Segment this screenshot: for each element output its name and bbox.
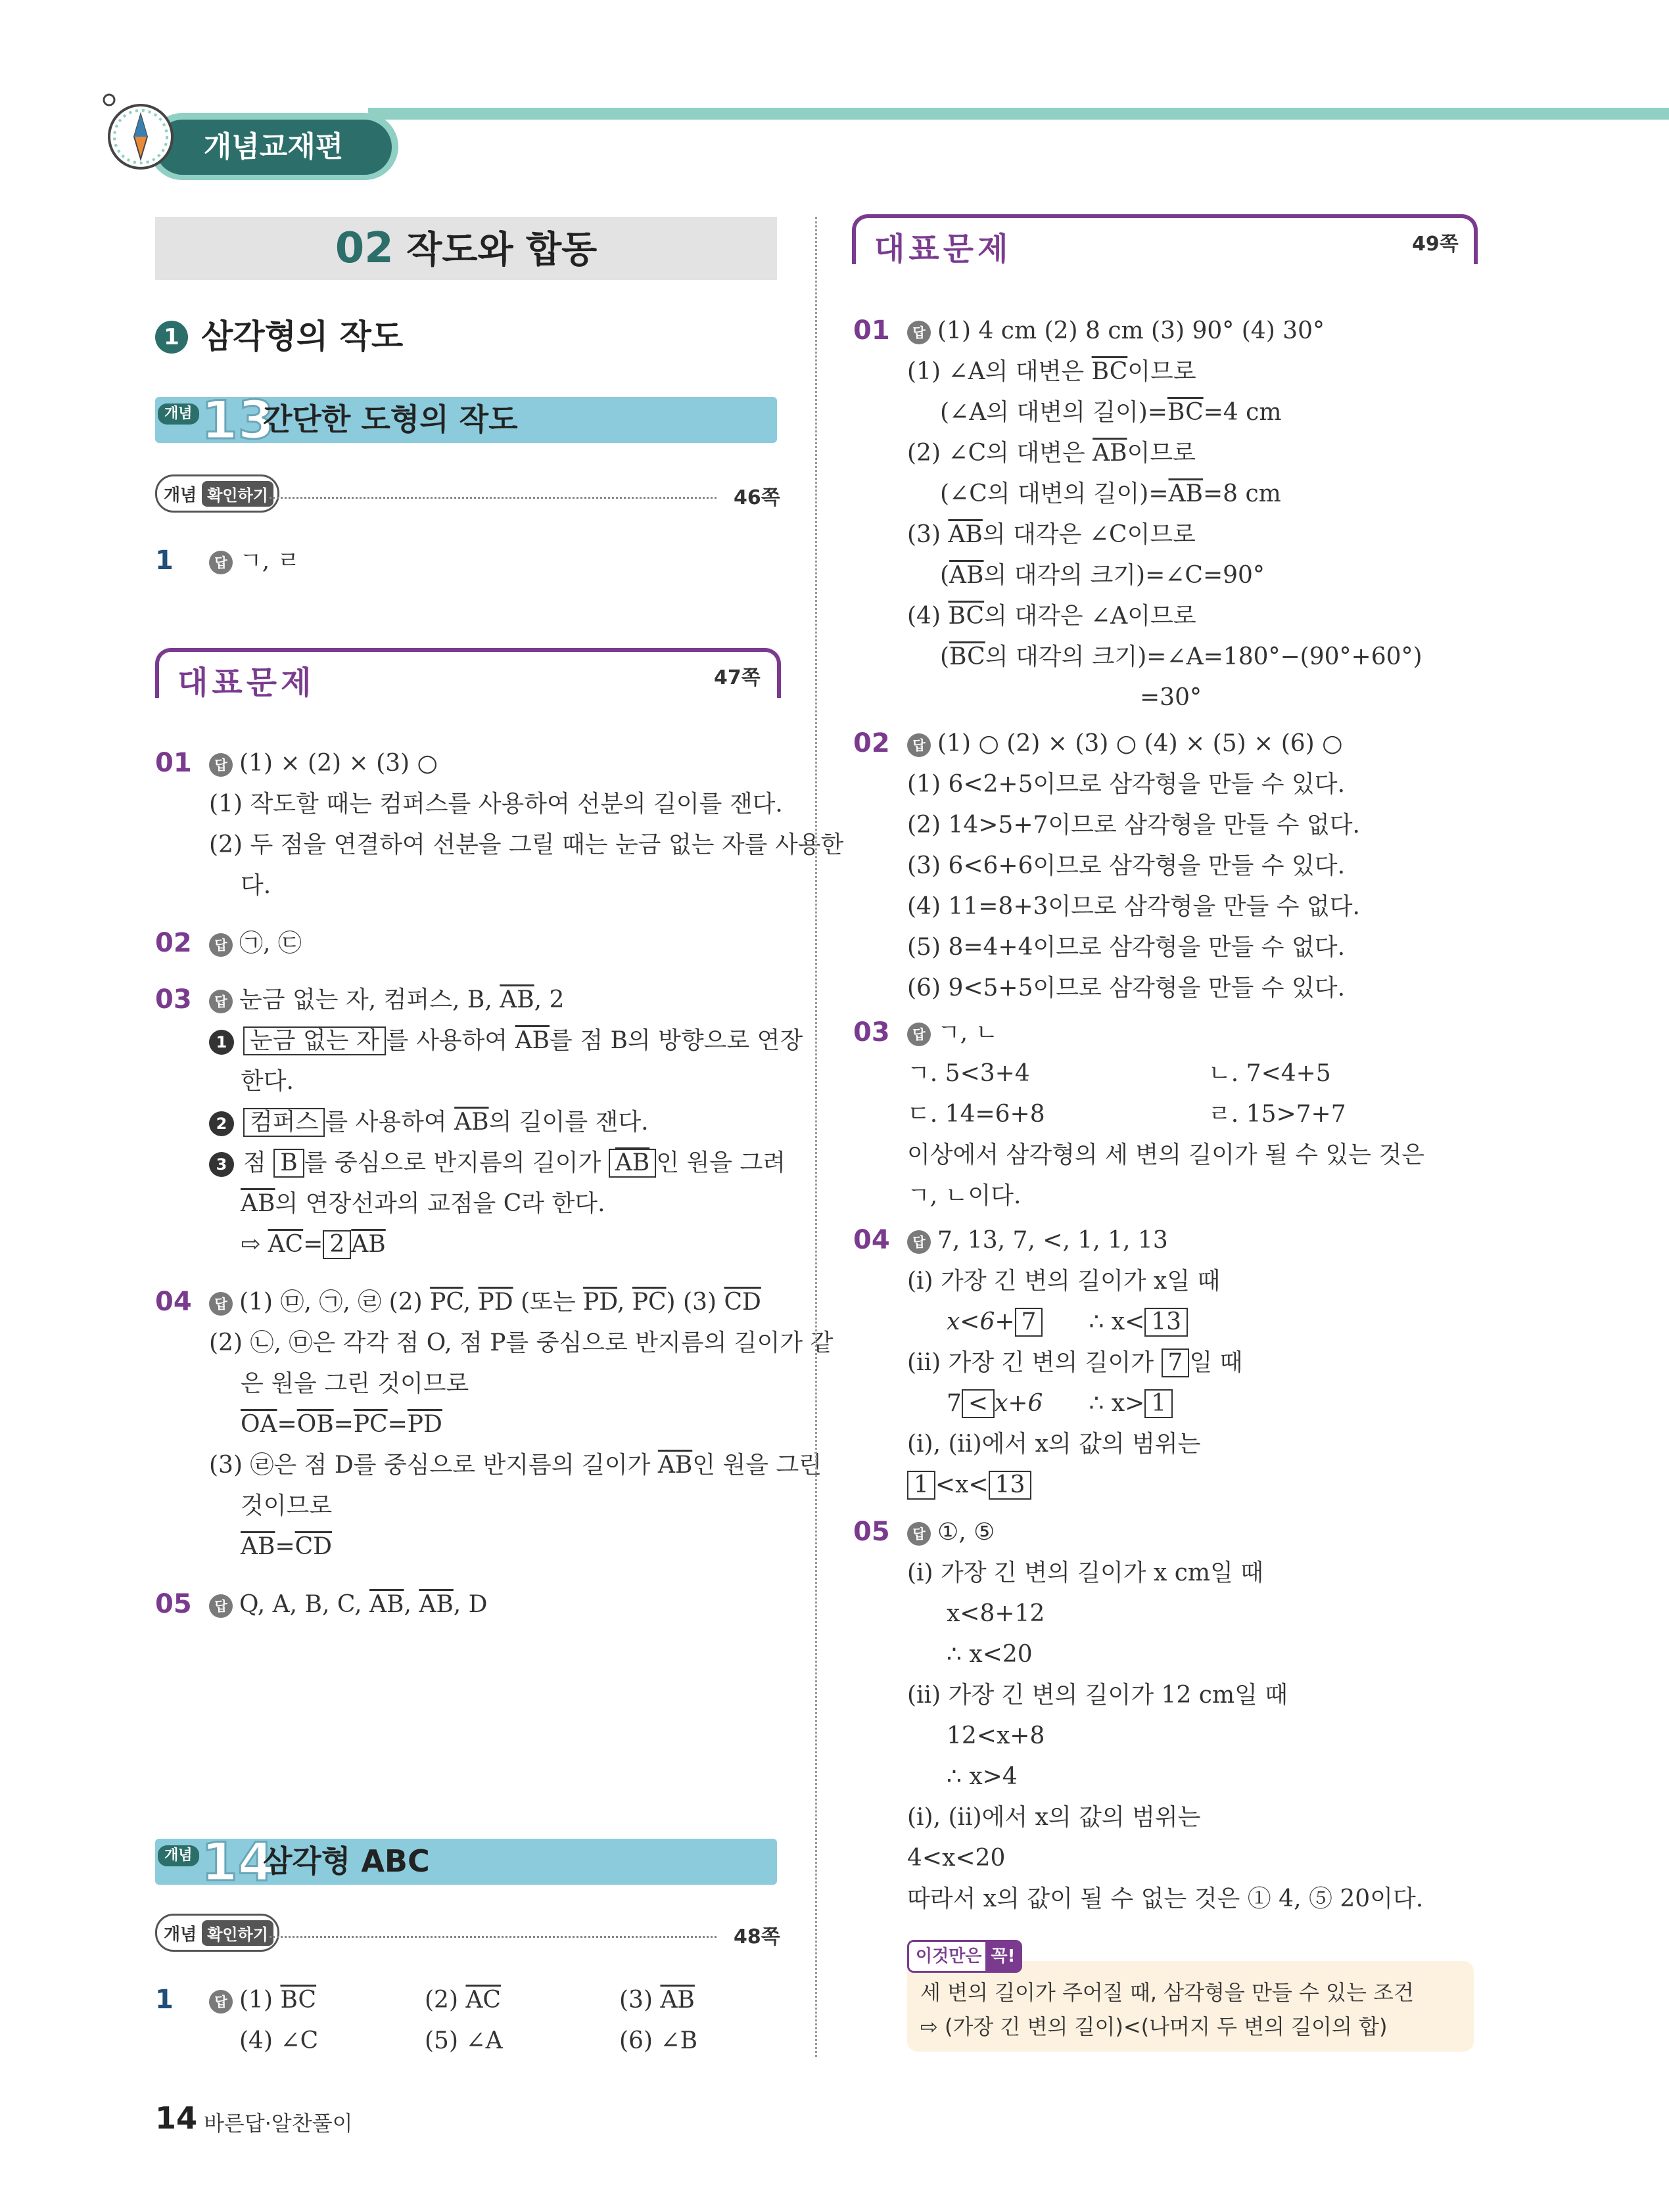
header-band — [368, 108, 1669, 120]
left-p04-a-cd: $\overline{CD}$ — [724, 1289, 761, 1316]
right-p05-l1: (ⅰ) 가장 긴 변의 길이가 x cm일 때 — [907, 1559, 1264, 1586]
tip-l2: ⇨ (가장 긴 변의 길이)<(나머지 두 변의 길이의 합) — [920, 2014, 1388, 2039]
left-p04-l5: 것이므로 — [241, 1492, 333, 1519]
check13-label-b: 확인하기 — [202, 481, 273, 507]
right-p01-l1-b: 이므로 — [1127, 358, 1196, 385]
right-p01-l5-b: 의 대각은 ∠C이므로 — [982, 521, 1196, 548]
left-p03-s1-b: 를 점 B의 방향으로 연장 — [550, 1027, 803, 1054]
check14-c1-line — [209, 1986, 316, 2015]
right-p04-l3-a: (ⅱ) 가장 긴 변의 길이가 — [907, 1349, 1162, 1376]
column-divider — [815, 217, 817, 2057]
right-p05-l4: (ⅱ) 가장 긴 변의 길이가 12 cm일 때 — [907, 1682, 1288, 1709]
left-p04-a-pc2: $\overline{PC}$ — [632, 1289, 667, 1316]
dap-icon: 답 — [907, 1522, 931, 1546]
left-p05-answer-line — [209, 1590, 488, 1619]
seg-pd: $\overline{PD}$ — [407, 1411, 442, 1438]
right-p02-answer: (1) ○ (2) × (3) ○ (4) × (5) × (6) ○ — [937, 730, 1343, 757]
left-p04-l4-a: (3) ㉣은 점 D를 중심으로 반지름의 길이가 — [209, 1452, 658, 1479]
left-p03-answer-line — [209, 986, 564, 1015]
dap-icon: 답 — [209, 551, 233, 574]
right-p04-l1: (ⅰ) 가장 긴 변의 길이가 x일 때 — [907, 1268, 1221, 1295]
left-p05-answer-b: , D — [453, 1591, 488, 1618]
right-p01-l1-a: (1) ∠A의 대변은 — [907, 358, 1092, 385]
check14-page: 48쪽 — [734, 1925, 780, 1948]
right-p01-num: 01 — [853, 315, 890, 346]
right-p04-l4-c: ∴ x> — [1089, 1390, 1145, 1417]
left-p03-answer-b: , 2 — [534, 986, 565, 1013]
left-p04-a-paren: (또는 — [513, 1289, 584, 1316]
left-p03-s3-a: 점 — [243, 1149, 274, 1176]
right-p04-l2-a: x<6+ — [947, 1308, 1015, 1335]
right-p05-answer-line — [907, 1518, 995, 1547]
footer-page-number: 14 — [155, 2100, 198, 2136]
right-p04-l4-box: < — [962, 1389, 995, 1418]
right-p03-l2: ㄱ, ㄴ이다. — [907, 1182, 1022, 1209]
right-p01-l1 — [907, 357, 1196, 386]
right-p03-c4: ㄹ. 15>7+7 — [1208, 1101, 1346, 1128]
chapter-number: 02 — [335, 224, 394, 273]
right-p04-l6 — [907, 1471, 1031, 1500]
right-p05-l3: ∴ x<20 — [947, 1641, 1033, 1668]
check14-c1-pre: (1) — [239, 1987, 281, 2014]
right-p02-l1: (1) 6<2+5이므로 삼각형을 만들 수 있다. — [907, 771, 1346, 798]
tip-label-text: 이것만은 — [916, 1947, 982, 1966]
left-p03-s3-box2 — [609, 1149, 656, 1178]
left-p04-num: 04 — [155, 1287, 192, 1317]
concept14-number: 14 — [201, 1832, 275, 1893]
right-p05-l5: 12<x+8 — [947, 1722, 1045, 1749]
header-tab-label: 개념교재편 — [203, 130, 344, 164]
left-p04-a-c2: , — [617, 1289, 632, 1316]
right-p02-num: 02 — [853, 728, 890, 758]
right-p03-c1: ㄱ. 5<3+4 — [907, 1060, 1030, 1087]
seg-bc: $\overline{BC}$ — [1167, 399, 1204, 426]
left-p04-a-c1: , — [463, 1289, 479, 1316]
dap-icon: 답 — [209, 753, 233, 777]
left-p03-s3-e-ac: $\overline{AC}$ — [268, 1231, 304, 1258]
left-p04-l2: 은 원을 그린 것이므로 — [241, 1370, 469, 1397]
check14-label-b: 확인하기 — [202, 1920, 273, 1946]
daepyo-left-page: 47쪽 — [714, 666, 761, 689]
check14-c5: (5) ∠A — [425, 2027, 503, 2054]
dap-icon: 답 — [907, 733, 931, 757]
left-p04-l3 — [241, 1410, 442, 1439]
left-p03-s3-b: 를 중심으로 반지름의 길이가 — [304, 1149, 609, 1176]
seg-bc: $\overline{BC}$ — [948, 603, 985, 630]
left-p03-s1 — [209, 1026, 803, 1055]
right-p02-l6: (6) 9<5+5이므로 삼각형을 만들 수 있다. — [907, 975, 1346, 1002]
left-p03-s3-e — [241, 1230, 386, 1259]
dap-icon: 답 — [209, 1292, 233, 1316]
left-p01-num: 01 — [155, 748, 192, 778]
daepyo-right-page: 49쪽 — [1412, 233, 1459, 256]
seg-oa: $\overline{OA}$ — [241, 1411, 277, 1438]
left-p03-s3-e-eq: = — [303, 1231, 323, 1258]
seg-ab: $\overline{AB}$ — [1093, 440, 1127, 467]
left-p01-l2: (2) 두 점을 연결하여 선분을 그릴 때는 눈금 없는 자를 사용한 — [209, 831, 844, 858]
tip-l1: 세 변의 길이가 주어질 때, 삼각형을 만들 수 있는 조건 — [920, 1980, 1414, 2005]
right-p01-l5-a: (3) — [907, 521, 949, 548]
left-p03-s1-box: 눈금 없는 자 — [243, 1026, 386, 1055]
left-p04-a1: (1) ㉤, ㉠, ㉣ (2) — [239, 1289, 431, 1316]
right-p03-answer-line — [907, 1019, 998, 1048]
chapter-name: 작도와 합동 — [406, 229, 598, 271]
right-p01-l6 — [940, 561, 1265, 590]
left-p03-s2-box: 컴퍼스 — [243, 1108, 325, 1137]
right-p01-l8-b: 의 대각의 크기)=∠A=180°−(90°+60°) — [985, 643, 1422, 670]
tip-label-highlight: 꼭! — [985, 1942, 1020, 1971]
seg-ab: $\overline{AB}$ — [241, 1533, 275, 1560]
left-p02-answer-line — [209, 929, 302, 958]
left-p03-s2-ab: $\overline{AB}$ — [454, 1109, 489, 1136]
right-p05-l9: 따라서 x의 값이 될 수 없는 것은 ① 4, ⑤ 20이다. — [907, 1885, 1424, 1912]
seg-ab: $\overline{AB}$ — [948, 521, 983, 548]
right-p01-l2 — [940, 398, 1281, 427]
right-p01-l6-b: 의 대각의 크기)=∠C=90° — [983, 562, 1265, 589]
right-p02-l5: (5) 8=4+4이므로 삼각형을 만들 수 없다. — [907, 934, 1346, 961]
left-p03-num: 03 — [155, 984, 192, 1015]
seg-bc: $\overline{BC}$ — [949, 643, 985, 670]
right-p01-answer-line — [907, 317, 1325, 346]
check14-c6: (6) ∠B — [619, 2027, 698, 2054]
left-p04-a-pd2: $\overline{PD}$ — [583, 1289, 617, 1316]
eq: = — [277, 1411, 297, 1438]
right-p04-l3 — [907, 1348, 1242, 1377]
dap-icon: 답 — [907, 1230, 931, 1254]
check13-q-num: 1 — [155, 545, 174, 576]
right-p04-l5: (ⅰ), (ⅱ)에서 x의 값의 범위는 — [907, 1431, 1201, 1458]
right-p01-l8 — [940, 643, 1422, 672]
check14-c1: $\overline{BC}$ — [280, 1987, 317, 2014]
seg-ab: $\overline{AB}$ — [657, 1452, 693, 1479]
left-p03-s3-c: 인 원을 그려 — [656, 1149, 786, 1176]
right-p04-l2-box2: 13 — [1144, 1308, 1188, 1337]
dap-icon: 답 — [209, 1990, 233, 2014]
check14-c2-line — [425, 1986, 501, 2015]
left-p05-answer-a: Q, A, B, C, — [239, 1591, 369, 1618]
right-p03-c2: ㄴ. 7<4+5 — [1208, 1060, 1331, 1087]
right-p01-l2-b: =4 cm — [1203, 399, 1282, 426]
left-p03-s3-d-text: 의 연장선과의 교점을 C라 한다. — [275, 1190, 605, 1217]
right-p05-num: 05 — [853, 1517, 890, 1547]
right-p04-l6-box: 1 — [907, 1471, 935, 1500]
left-p04-answer-line — [209, 1288, 761, 1317]
seg-ab: $\overline{AB}$ — [419, 1591, 454, 1618]
right-p04-l6-mid: <x< — [935, 1471, 989, 1498]
right-p01-l9: =30° — [1140, 684, 1202, 711]
left-p02-answer: ㉠, ㉢ — [239, 930, 302, 957]
left-p03-answer-a: 눈금 없는 자, 컴퍼스, B, — [239, 986, 500, 1013]
right-p04-l6-box2: 13 — [989, 1471, 1032, 1500]
check14-c3: $\overline{AB}$ — [660, 1987, 695, 2014]
left-p03-s1-c: 한다. — [241, 1068, 294, 1095]
section-number: 1 — [155, 321, 188, 354]
right-p01-l7-a: (4) — [907, 603, 949, 630]
daepyo-left-title: 대표문제 — [177, 664, 316, 701]
seg-cd: $\overline{CD}$ — [294, 1533, 333, 1560]
eq: = — [333, 1411, 354, 1438]
right-p01-l7-b: 의 대각은 ∠A이므로 — [984, 603, 1196, 630]
check13-answer: ㄱ, ㄹ — [239, 547, 300, 574]
right-p01-l4-a: (∠C의 대변의 길이)= — [940, 480, 1169, 507]
left-p03-s3 — [209, 1149, 786, 1178]
chapter-title — [155, 217, 777, 280]
right-p01-l4-b: =8 cm — [1202, 480, 1281, 507]
check14-pill — [155, 1914, 279, 1952]
left-p01-answer-line — [209, 749, 438, 778]
step-circle: 1 — [209, 1030, 234, 1055]
dap-icon: 답 — [907, 1023, 931, 1046]
concept14-badge: 개념 — [158, 1845, 199, 1866]
seg-bc: $\overline{BC}$ — [1091, 358, 1128, 385]
eq: = — [387, 1411, 408, 1438]
right-p04-l4-box2: 1 — [1144, 1389, 1173, 1418]
left-p04-l4 — [209, 1451, 822, 1480]
right-p04-l2-box: 7 — [1015, 1308, 1043, 1337]
left-p03-s3-box2-text: $\overline{AB}$ — [615, 1149, 650, 1176]
left-p03-s2-a: 를 사용하여 — [325, 1109, 455, 1136]
right-p03-c3: ㄷ. 14=6+8 — [907, 1101, 1045, 1128]
check14-q-num: 1 — [155, 1985, 174, 2015]
right-p01-l3-b: 이므로 — [1127, 440, 1196, 467]
seg-ab: $\overline{AB}$ — [949, 562, 984, 589]
dap-icon: 답 — [209, 1594, 233, 1618]
right-p03-num: 03 — [853, 1017, 890, 1048]
seg-ab: $\overline{AB}$ — [369, 1591, 404, 1618]
right-p01-l6-a: ( — [940, 562, 950, 589]
right-p01-l4 — [940, 480, 1281, 509]
right-p01-l3-a: (2) ∠C의 대변은 — [907, 440, 1093, 467]
tip-label — [907, 1940, 1022, 1973]
check14-c2-pre: (2) — [425, 1987, 466, 2014]
right-p03-l1: 이상에서 삼각형의 세 변의 길이가 될 수 있는 것은 — [907, 1141, 1425, 1168]
step-circle: 2 — [209, 1111, 234, 1136]
right-p04-l3-box: 7 — [1162, 1348, 1190, 1377]
check14-c4: (4) ∠C — [239, 2027, 319, 2054]
left-p03-s3-box1: B — [273, 1149, 304, 1178]
right-p02-l2: (2) 14>5+7이므로 삼각형을 만들 수 없다. — [907, 812, 1360, 839]
check14-dots — [270, 1936, 717, 1938]
right-p05-l2: x<8+12 — [947, 1600, 1045, 1627]
right-p01-l2-a: (∠A의 대변의 길이)= — [940, 399, 1167, 426]
right-p01-l3 — [907, 439, 1196, 468]
step-circle: 3 — [209, 1152, 234, 1177]
right-p01-l7 — [907, 602, 1196, 631]
left-p04-l6 — [241, 1532, 332, 1561]
check14-c3-pre: (3) — [619, 1987, 661, 2014]
left-p03-s2 — [209, 1108, 649, 1137]
sep: , — [404, 1591, 419, 1618]
right-p01-l8-a: ( — [940, 643, 950, 670]
left-p04-a-close: ) (3) — [666, 1289, 724, 1316]
right-p04-l4 — [947, 1389, 1173, 1418]
right-p04-answer: 7, 13, 7, <, 1, 1, 13 — [937, 1227, 1168, 1254]
footer-text: 바른답·알찬풀이 — [204, 2111, 353, 2136]
right-p04-num: 04 — [853, 1225, 890, 1255]
right-p05-l7: (ⅰ), (ⅱ)에서 x의 값의 범위는 — [907, 1804, 1201, 1831]
check13-answer-line — [209, 547, 300, 576]
right-p04-l3-b: 일 때 — [1189, 1349, 1243, 1376]
check14-label-a: 개념 — [164, 1924, 197, 1945]
left-p05-num: 05 — [155, 1589, 192, 1619]
daepyo-right-title: 대표문제 — [874, 231, 1012, 267]
left-p01-answer: (1) × (2) × (3) ○ — [239, 750, 438, 777]
right-p02-answer-line — [907, 729, 1343, 758]
check14-c3-line — [619, 1986, 695, 2015]
concept13-number: 13 — [201, 390, 275, 451]
check13-dots — [270, 497, 717, 499]
check13-label-a: 개념 — [164, 485, 197, 505]
left-p04-l1: (2) ㉡, ㉤은 각각 점 O, 점 P를 중심으로 반지름의 길이가 같 — [209, 1329, 834, 1356]
check14-c2: $\overline{AC}$ — [465, 1987, 501, 2014]
right-p03-answer: ㄱ, ㄴ — [937, 1019, 999, 1046]
concept13-badge: 개념 — [158, 403, 199, 425]
left-p04-a-pd: $\overline{PD}$ — [478, 1289, 513, 1316]
left-p02-num: 02 — [155, 928, 192, 958]
left-p01-l1: (1) 작도할 때는 컴퍼스를 사용하여 선분의 길이를 잰다. — [209, 791, 783, 818]
right-p02-l4: (4) 11=8+3이므로 삼각형을 만들 수 없다. — [907, 893, 1360, 920]
seg-pc: $\overline{PC}$ — [353, 1411, 388, 1438]
right-p05-l6: ∴ x>4 — [947, 1763, 1018, 1790]
left-p03-s3-e-ab: $\overline{AB}$ — [351, 1231, 386, 1258]
left-p03-s3-d-ab: $\overline{AB}$ — [241, 1190, 275, 1217]
section-title: 삼각형의 작도 — [201, 317, 404, 356]
concept14-title: 삼각형 ABC — [263, 1843, 430, 1879]
concept13-title: 간단한 도형의 작도 — [263, 402, 518, 437]
right-p05-l8: 4<x<20 — [907, 1845, 1006, 1872]
dap-icon: 답 — [907, 321, 931, 344]
right-p02-l3: (3) 6<6+6이므로 삼각형을 만들 수 있다. — [907, 852, 1346, 879]
right-p01-answer: (1) 4 cm (2) 8 cm (3) 90° (4) 30° — [937, 317, 1325, 344]
left-p03-s1-ab: $\overline{AB}$ — [515, 1027, 550, 1054]
left-p03-s1-a: 를 사용하여 — [385, 1027, 515, 1054]
dap-icon: 답 — [209, 933, 233, 957]
arrow-icon: ⇨ — [241, 1231, 261, 1258]
right-p04-l2-b: ∴ x< — [1089, 1308, 1145, 1335]
seg-ob: $\overline{OB}$ — [296, 1411, 334, 1438]
left-p04-a-pc: $\overline{PC}$ — [430, 1289, 463, 1316]
left-p03-answer-ab: $\overline{AB}$ — [500, 986, 534, 1013]
left-p03-s3-d — [241, 1189, 605, 1218]
right-p05-answer: ①, ⑤ — [937, 1519, 995, 1546]
eq: = — [275, 1533, 295, 1560]
dap-icon: 답 — [209, 990, 233, 1013]
right-p04-answer-line — [907, 1226, 1168, 1255]
right-p04-l4-a: 7 — [947, 1390, 962, 1417]
check13-pill — [155, 474, 279, 513]
right-p04-l4-b: x+6 — [995, 1390, 1043, 1417]
left-p03-s3-e-box: 2 — [323, 1230, 351, 1259]
left-p01-l3: 다. — [241, 872, 271, 899]
seg-ab: $\overline{AB}$ — [1168, 480, 1203, 507]
left-p04-l4-b: 인 원을 그린 — [692, 1452, 822, 1479]
check13-page: 46쪽 — [734, 486, 780, 509]
right-p04-l2 — [947, 1308, 1188, 1337]
right-p01-l5 — [907, 520, 1196, 549]
compass-icon — [97, 91, 176, 170]
left-p03-s2-b: 의 길이를 잰다. — [488, 1109, 649, 1136]
